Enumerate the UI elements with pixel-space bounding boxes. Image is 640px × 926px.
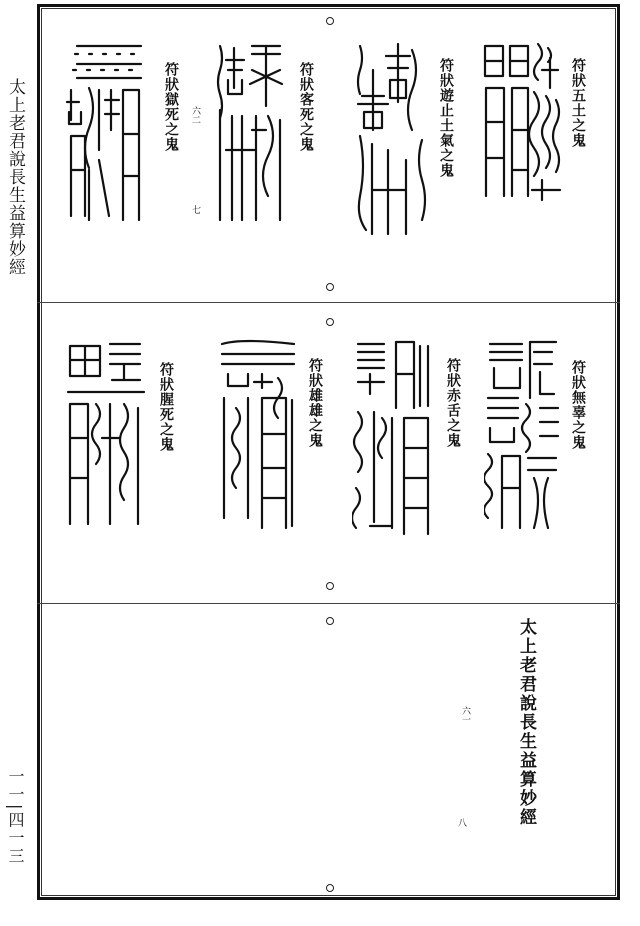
talisman-label-4: 符狀獄死之鬼 xyxy=(163,62,179,152)
talisman-glyph-8 xyxy=(66,338,148,534)
binding-hole xyxy=(326,884,334,892)
talisman-label-1: 符狀五土之鬼 xyxy=(570,58,586,148)
talisman-glyph-3 xyxy=(212,40,290,230)
small-mark: 六二 xyxy=(190,106,200,124)
small-mark: 八 xyxy=(456,818,466,827)
panel-divider-1 xyxy=(37,302,620,303)
small-mark: 六一 xyxy=(460,706,470,724)
talisman-glyph-7 xyxy=(218,338,300,532)
talisman-label-8: 符狀腥死之鬼 xyxy=(158,362,174,452)
closing-title: 太上老君說長生益算妙經 xyxy=(516,618,536,827)
talisman-label-2: 符狀遊止土氣之鬼 xyxy=(438,58,454,178)
talisman-glyph-5 xyxy=(484,338,562,532)
talisman-glyph-4 xyxy=(65,40,155,240)
binding-hole xyxy=(326,318,334,326)
binding-hole xyxy=(326,17,334,25)
talisman-glyph-1 xyxy=(482,40,564,210)
talisman-label-6: 符狀赤舌之鬼 xyxy=(445,358,461,448)
talisman-label-5: 符狀無辜之鬼 xyxy=(570,360,586,450)
talisman-label-3: 符狀客死之鬼 xyxy=(298,62,314,152)
margin-book-title: 太上老君說長生益算妙經 xyxy=(5,78,25,276)
talisman-glyph-6 xyxy=(352,338,436,538)
talisman-glyph-2 xyxy=(352,40,430,240)
talisman-label-7: 符狀雄雄之鬼 xyxy=(307,358,323,448)
small-mark: 七 xyxy=(190,205,200,214)
binding-hole xyxy=(326,283,334,291)
panel-divider-2 xyxy=(37,603,620,604)
binding-hole xyxy=(326,582,334,590)
margin-page-number: 一一|四一三 xyxy=(6,768,25,866)
binding-hole xyxy=(326,617,334,625)
